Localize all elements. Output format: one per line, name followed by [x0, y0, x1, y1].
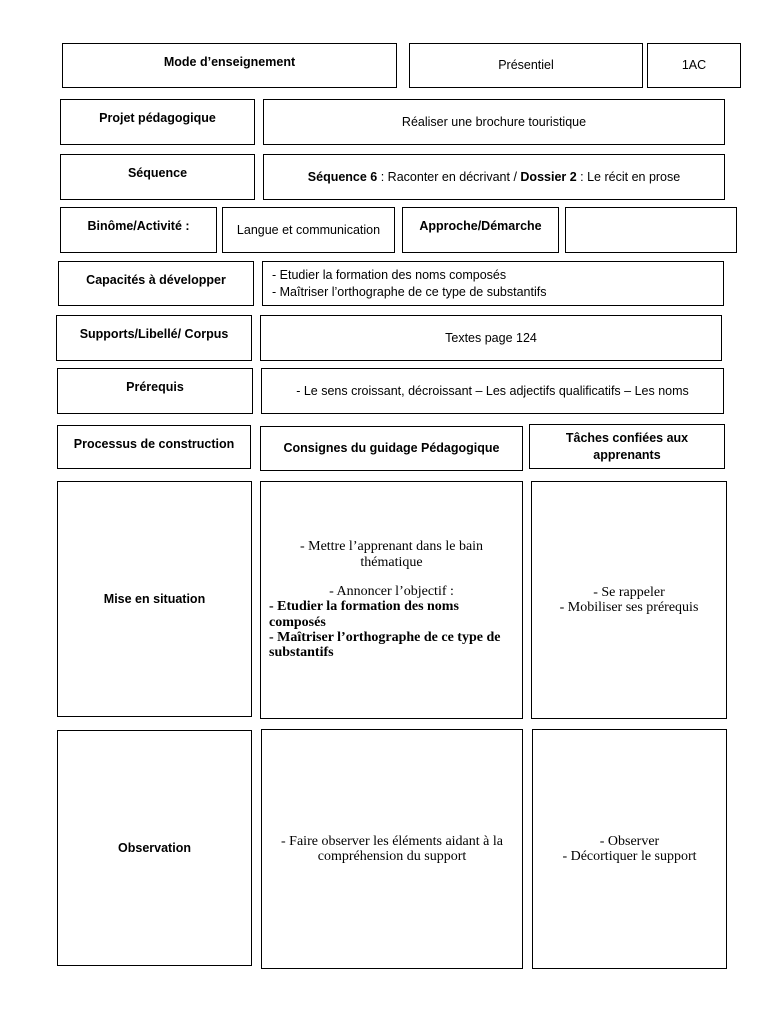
supports-value: Textes page 124 — [445, 330, 537, 345]
capacites-list — [272, 267, 546, 300]
consignes-header: Consignes du guidage Pédagogique — [283, 441, 500, 456]
tache-item: - Se rappeler — [593, 584, 665, 600]
sequence-title: : Raconter en décrivant / — [377, 169, 521, 184]
dossier-title: : Le récit en prose — [576, 169, 681, 184]
projet-value: Réaliser une brochure touristique — [401, 114, 587, 129]
prerequis-label: Prérequis — [126, 380, 184, 394]
tache-item: - Décortiquer le support — [562, 849, 697, 864]
sequence-value — [308, 169, 680, 185]
objective-item: - Etudier la formation des noms composés — [269, 599, 459, 630]
processus-header-cell — [57, 425, 251, 469]
processus-header: Processus de construction — [73, 437, 235, 451]
approche-value-cell — [565, 207, 737, 253]
step-name-cell — [57, 730, 252, 966]
step-taches-cell — [532, 729, 727, 969]
supports-label: Supports/Libellé/ Corpus — [79, 327, 229, 341]
step-consignes-cell — [260, 481, 523, 719]
binome-label-cell — [60, 207, 217, 253]
mode-value-cell — [409, 43, 643, 88]
sequence-number: Séquence 6 — [307, 169, 378, 184]
tache-item: - Observer — [599, 833, 660, 849]
sequence-label: Séquence — [127, 166, 188, 180]
sequence-label-cell — [60, 154, 255, 200]
projet-value-cell — [263, 99, 725, 145]
dossier-number: Dossier 2 — [520, 169, 577, 184]
supports-label-cell — [56, 315, 252, 361]
capacites-label: Capacités à développer — [86, 273, 226, 287]
step-name: Mise en situation — [103, 591, 206, 606]
capacites-value-cell — [262, 261, 724, 306]
capacites-item-1: - Etudier la formation des noms composés — [272, 268, 507, 283]
prerequis-value: - Le sens croissant, décroissant – Les adjectifs qualificatifs – Les noms — [296, 383, 689, 398]
level-cell — [647, 43, 741, 88]
taches-header: Tâches confiées aux apprenants — [565, 431, 689, 462]
taches-header-cell — [529, 424, 725, 469]
binome-value: Langue et communication — [236, 222, 381, 237]
prerequis-label-cell — [57, 368, 253, 414]
consigne-line: - Faire observer les éléments aidant à la compréhension du support — [281, 833, 503, 864]
consignes-header-cell — [260, 426, 523, 471]
step-consignes-cell — [261, 729, 523, 969]
mode-value: Présentiel — [498, 58, 554, 73]
mode-label: Mode d’enseignement — [163, 55, 296, 69]
projet-label: Projet pédagogique — [99, 111, 216, 125]
supports-value-cell — [260, 315, 722, 361]
step-taches-cell — [531, 481, 727, 719]
consigne-line: - Mettre l’apprenant dans le bain thématique — [299, 539, 484, 570]
mode-label-cell — [62, 43, 397, 88]
level-value: 1AC — [681, 58, 707, 73]
capacites-label-cell — [58, 261, 254, 306]
step-name: Observation — [118, 840, 191, 855]
sequence-value-cell — [263, 154, 725, 200]
prerequis-value-cell — [261, 368, 724, 414]
approche-label: Approche/Démarche — [419, 219, 542, 233]
tache-item: - Mobiliser ses prérequis — [559, 600, 699, 615]
binome-value-cell — [222, 207, 395, 253]
capacites-item-2: - Maîtriser l’orthographe de ce type de substantifs — [272, 284, 547, 299]
objective-item: - Maîtriser l’orthographe de ce type de substantifs — [269, 630, 501, 661]
approche-label-cell — [402, 207, 559, 253]
projet-label-cell — [60, 99, 255, 145]
consigne-line: - Annoncer l’objectif : — [329, 583, 454, 599]
binome-label: Binôme/Activité : — [87, 219, 190, 233]
step-name-cell — [57, 481, 252, 717]
